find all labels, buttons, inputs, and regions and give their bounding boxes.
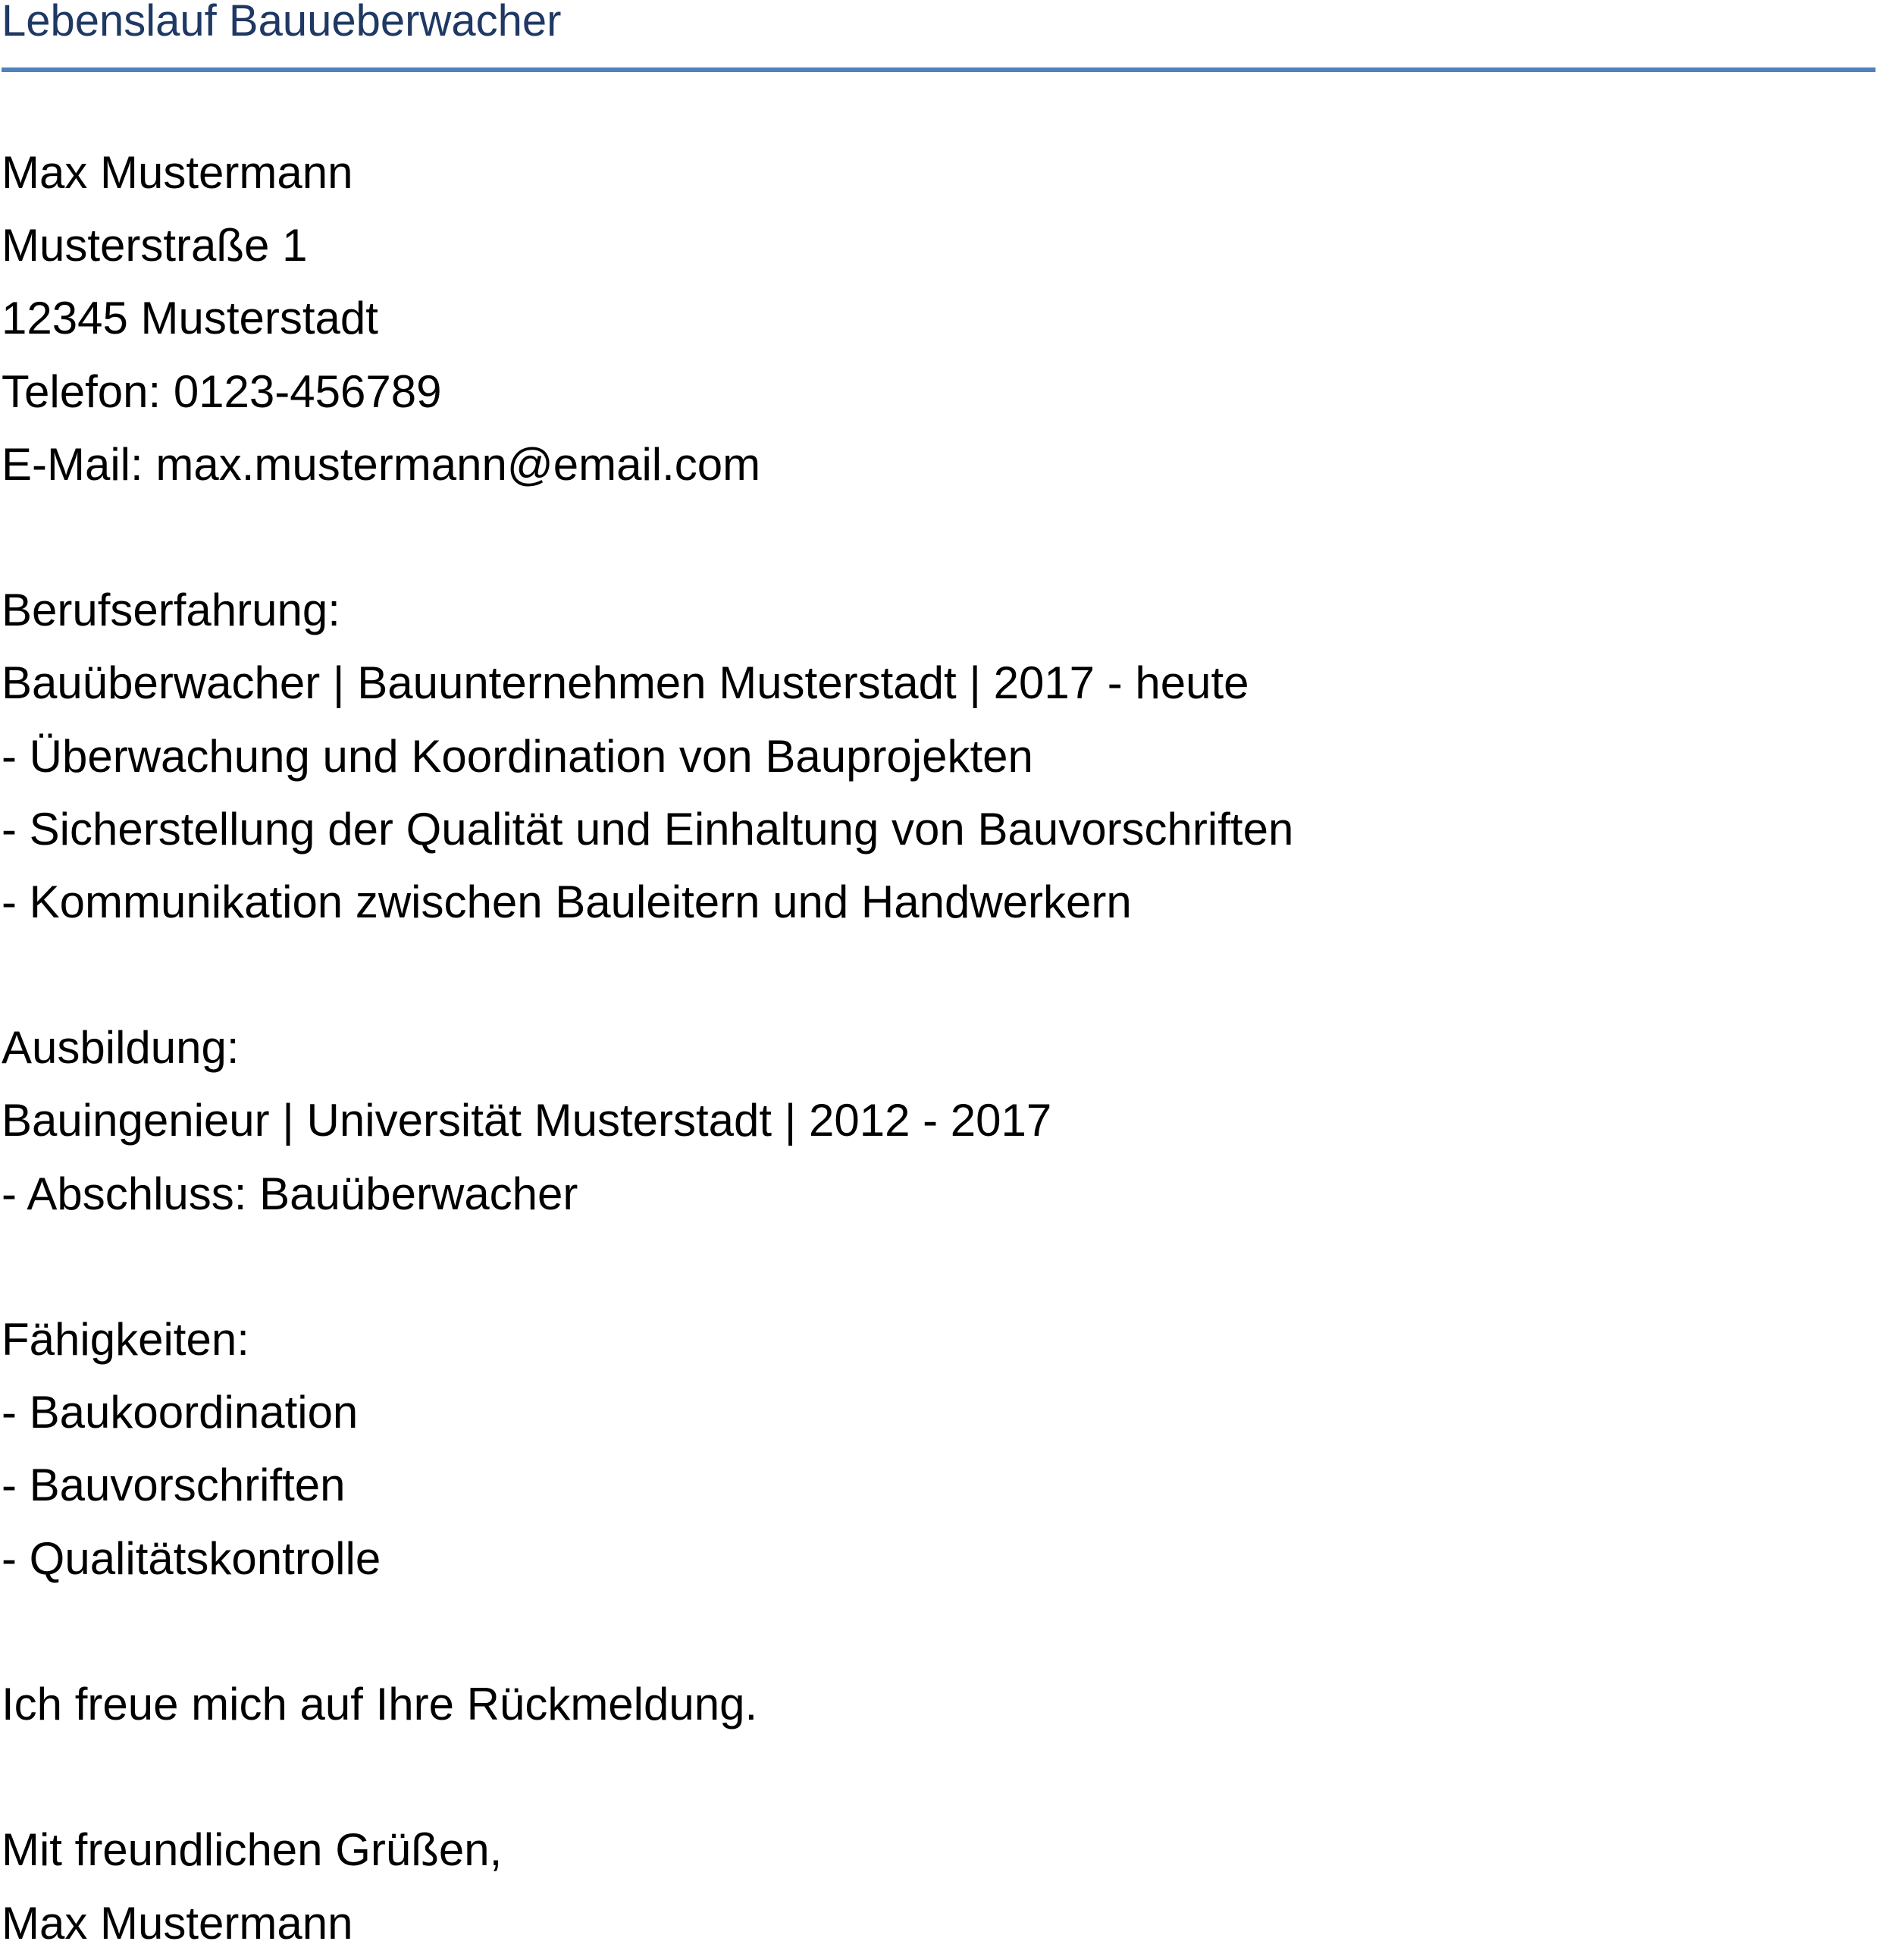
skills-item: - Bauvorschriften bbox=[2, 1460, 346, 1511]
education-section bbox=[2, 1011, 1293, 1231]
contact-phone: Telefon: 0123-456789 bbox=[2, 365, 442, 417]
skills-item: - Qualitätskontrolle bbox=[2, 1532, 381, 1584]
experience-heading: Berufserfahrung: bbox=[2, 585, 340, 636]
experience-item: - Kommunikation zwischen Bauleitern und Handwerkern bbox=[2, 876, 1132, 927]
title-divider bbox=[2, 67, 1875, 72]
experience-position: Bauüberwacher | Bauunternehmen Musterstadt | 2017 - heute bbox=[2, 657, 1249, 709]
document-body bbox=[2, 136, 1293, 1960]
spacer bbox=[2, 1231, 1293, 1303]
document-title: Lebenslauf Bauueberwacher bbox=[2, 0, 562, 45]
experience-item: - Überwachung und Koordination von Bauprojekten bbox=[2, 730, 1033, 782]
skills-item: - Baukoordination bbox=[2, 1387, 359, 1438]
spacer bbox=[2, 501, 1293, 574]
skills-heading: Fähigkeiten: bbox=[2, 1314, 249, 1365]
spacer bbox=[2, 1741, 1293, 1814]
signature-block bbox=[2, 1814, 1293, 1959]
contact-block bbox=[2, 136, 1293, 501]
spacer bbox=[2, 939, 1293, 1011]
contact-email: E-Mail: max.mustermann@email.com bbox=[2, 438, 761, 490]
education-degree: Bauingenieur | Universität Musterstadt | 2012 - 2017 bbox=[2, 1095, 1052, 1146]
signature-name: Max Mustermann bbox=[2, 1897, 353, 1949]
experience-item: - Sicherstellung der Qualität und Einhaltung von Bauvorschriften bbox=[2, 803, 1294, 855]
education-heading: Ausbildung: bbox=[2, 1022, 240, 1074]
education-item: - Abschluss: Bauüberwacher bbox=[2, 1168, 578, 1219]
contact-city: 12345 Musterstadt bbox=[2, 293, 378, 344]
closing-sentence: Ich freue mich auf Ihre Rückmeldung. bbox=[2, 1678, 758, 1730]
contact-name: Max Mustermann bbox=[2, 147, 353, 198]
skills-section bbox=[2, 1303, 1293, 1595]
contact-street: Musterstraße 1 bbox=[2, 220, 308, 271]
spacer bbox=[2, 1595, 1293, 1668]
experience-section bbox=[2, 574, 1293, 939]
greeting: Mit freundlichen Grüßen, bbox=[2, 1824, 503, 1876]
